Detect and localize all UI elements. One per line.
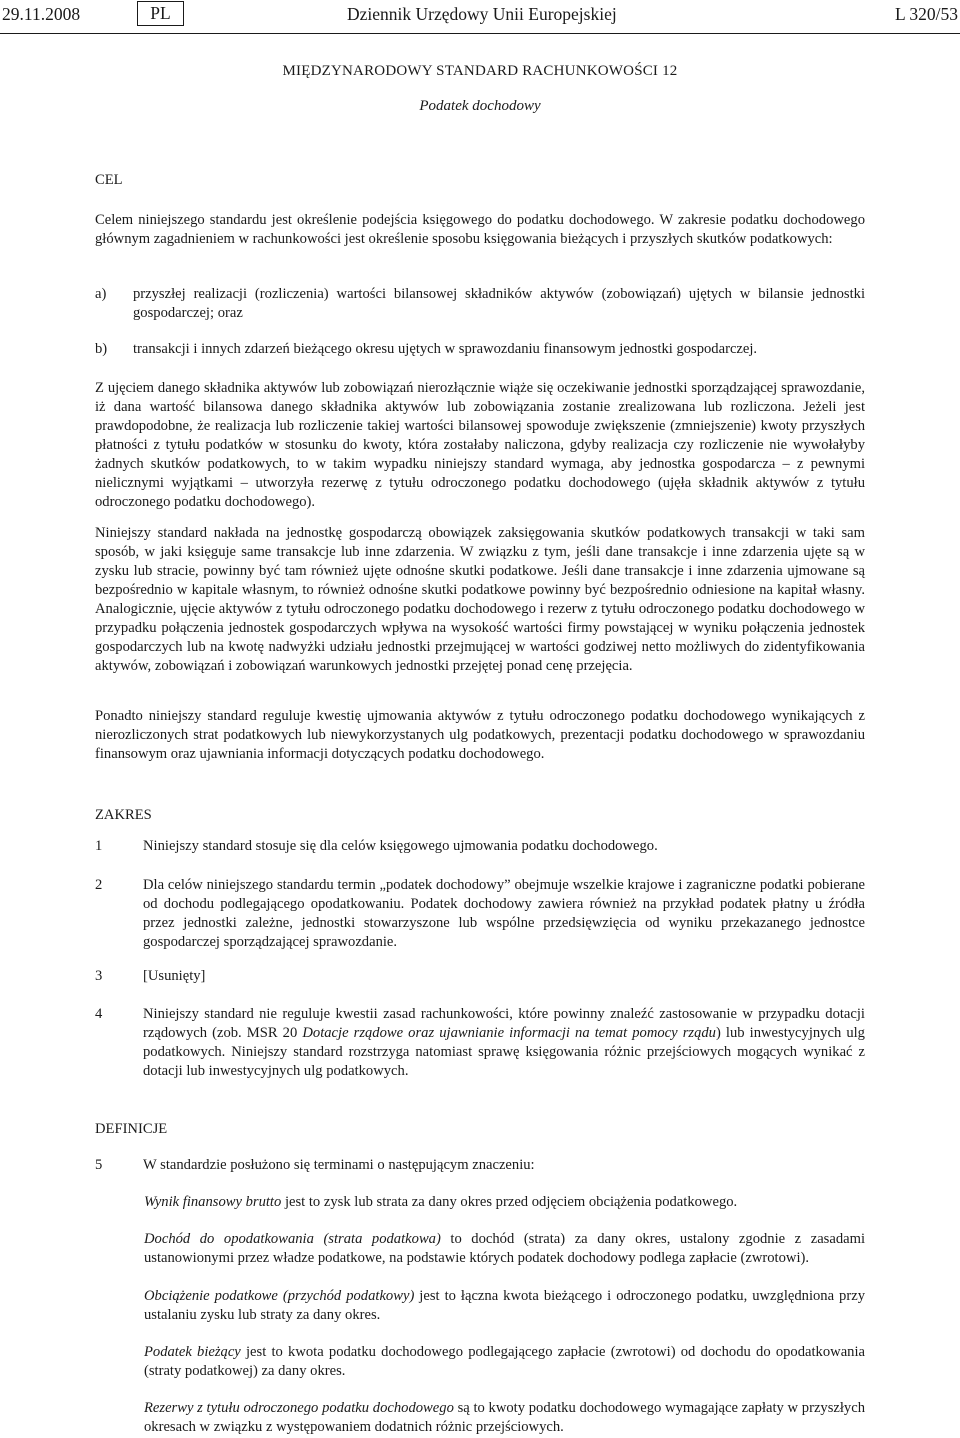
section-heading-cel: CEL [95,172,123,188]
publication-date: 29.11.2008 [2,4,81,24]
definition-term: Podatek bieżący [144,1344,241,1360]
definition-text: jest to łączna kwota bieżącego i odroczonego podatku, uwzględniona przy ustalaniu zysku lub straty za dany okres. [144,1288,865,1323]
definition-term: Dochód do opodatkowania (strata podatkowa) [144,1231,441,1247]
definition-term: Wynik finansowy brutto [144,1194,282,1210]
definition-entry [144,1287,865,1325]
item-text: [Usunięty] [143,968,206,984]
cited-standard-title: Dotacje rządowe oraz ujawnianie informacji na temat pomocy rządu [302,1025,716,1041]
definition-text: to dochód (strata) za dany okres, ustalony zgodnie z zasadami ustanowionymi przez władze podatkowe, na podstawie których podatek dochodowy podlega zapłacie (zwrotowi). [144,1231,866,1266]
list-marker: a) [95,286,107,302]
item-text-part: ) lub inwestycyjnych ulg podatkowych. Niniejszy standard rozstrzyga natomiast sprawę księgowania różnic przejściowych mogących wynikać z dotacji lub inwestycyjnych ulg podatkowych. [143,1025,865,1079]
definition-term: Rezerwy z tytułu odroczonego podatku dochodowego [144,1400,454,1416]
item-text: Niniejszy standard stosuje się dla celów księgowego ujmowania podatku dochodowego. [143,838,658,854]
item-text-part: Niniejszy standard nie reguluje kwestii zasad rachunkowości, które powinny znaleźć zastosowanie w przypadku dotacji rządowych (zob. MSR 20 [143,1006,865,1041]
list-item-text: transakcji i innych zdarzeń bieżącego okresu ujętych w sprawozdaniu finansowym jednostki gospodarczej. [133,341,758,357]
definition-text: jest to kwota podatku dochodowego podlegającego zapłacie (zwrotowi) od dochodu do opodatkowania (straty podatkowej) za dany okres. [144,1344,865,1379]
page-number: L 320/53 [894,4,958,24]
item-number: 2 [95,877,103,893]
document-title: MIĘDZYNARODOWY STANDARD RACHUNKOWOŚCI 12 [282,63,678,79]
item-number: 5 [95,1157,103,1173]
definition-entry [144,1399,865,1437]
item-text [143,1005,865,1081]
page-header [0,0,960,30]
definition-entry [144,1343,865,1381]
section-heading-zakres: ZAKRES [95,807,152,823]
item-number: 3 [95,968,103,984]
definition-text: są to kwoty podatku dochodowego wymagające zapłaty w przyszłych okresach w związku z występowaniem dodatnich różnic przejściowych. [144,1400,866,1435]
cel-paragraph-3: Niniejszy standard nakłada na jednostkę gospodarczą obowiązek zaksięgowania skutków podatkowych transakcji w taki sam sposób, w jaki księguje same transakcje lub inne zdarzenia. W związku z tym, jeśli dane transakcje i inne zdarzenia ujęte są w zysku lub stracie, powinny być tam również ujęte odnośne skutki podatkowe. Jeśli dane transakcje i inne zdarzenia ujmowane są bezpośrednio w kapitale własnym, to również odnośne skutki podatkowe powinny być bezpośrednio odniesione na kapitał własny. Analogicznie, ujęcie aktywów z tytułu odroczonego podatku dochodowego i rezerw z tytułu odroczonego podatku dochodowego w przypadku połączenia jednostek gospodarczych wpływa na wysokość wartości firmy powstającej w wyniku połączenia jednostek gospodarczych lub na kwotę nadwyżki udziału jednostki przejmującej w wartości godziwej netto możliwych do zidentyfikowania aktywów, zobowiązań i zobowiązań warunkowych jednostki przejętej ponad cenę przejęcia. [95,525,865,674]
journal-title: Dziennik Urzędowy Unii Europejskiej [347,4,617,24]
list-marker: b) [95,341,108,357]
item-text: W standardzie posłużono się terminami o następującym znaczeniu: [143,1157,535,1173]
document-subtitle: Podatek dochodowy [419,98,541,114]
list-item-text: przyszłej realizacji (rozliczenia) wartości bilansowej składników aktywów (zobowiązań) ujętych w bilansie jednostki gospodarczej; oraz [133,286,865,321]
item-number: 4 [95,1006,103,1022]
cel-paragraph-4: Ponadto niniejszy standard reguluje kwestię ujmowania aktywów z tytułu odroczonego podatku dochodowego wynikających z nierozliczonych strat podatkowych lub niewykorzystanych ulg podatkowych, prezentacji podatku dochodowego w sprawozdaniu finansowym oraz ujawniania informacji dotyczących podatku dochodowego. [95,708,865,762]
definition-term: Obciążenie podatkowe (przychód podatkowy) [144,1288,415,1304]
section-heading-definicje: DEFINICJE [95,1121,168,1137]
cel-intro-paragraph: Celem niniejszego standardu jest określenie podejścia księgowego do podatku dochodowego. W zakresie podatku dochodowego głównym zagadnieniem w rachunkowości jest określenie sposobu księgowania bieżących i przyszłych skutków podatkowych: [95,212,865,247]
definition-entry [144,1193,865,1212]
language-badge: PL [137,1,184,26]
item-text: Dla celów niniejszego standardu termin „podatek dochodowy” obejmuje wszelkie krajowe i zagraniczne podatki pobierane od dochodu podlegającego opodatkowaniu. Podatek dochodowy zawiera również na przykład podatek płatny u źródła przez jednostki zależne, jednostki stowarzyszone lub wspólne przedsięwzięcia od wyniku przekazanego jednostce gospodarczej sporządzającej sprawozdanie. [143,877,865,950]
definition-text: jest to zysk lub strata za dany okres przed odjęciem obciążenia podatkowego. [281,1194,738,1210]
header-rule [0,33,960,34]
item-number: 1 [95,838,103,854]
cel-paragraph-2: Z ujęciem danego składnika aktywów lub zobowiązań nierozłącznie wiąże się oczekiwanie jednostki sporządzającej sprawozdanie, iż dana wartość bilansowa danego składnika aktywów lub zobowiązania zostanie zrealizowana lub rozliczona. Jeżeli jest prawdopodobne, że realizacja lub rozliczenie takiej wartości bilansowej spowoduje zwiększenie (zmniejszenie) kwoty przyszłych płatności z tytułu podatków w stosunku do kwoty, która zostałaby naliczona, gdyby realizacja czy rozliczenie nie wywołałyby żadnych skutków podatkowych, to w takim wypadku niniejszy standard wymaga, aby jednostka gospodarcza – z pewnymi nielicznymi wyjątkami – utworzyła rezerwę z tytułu odroczonego podatku dochodowego (ujęła składnik aktywów z tytułu odroczonego podatku dochodowego). [95,380,865,510]
definition-entry [144,1230,865,1268]
